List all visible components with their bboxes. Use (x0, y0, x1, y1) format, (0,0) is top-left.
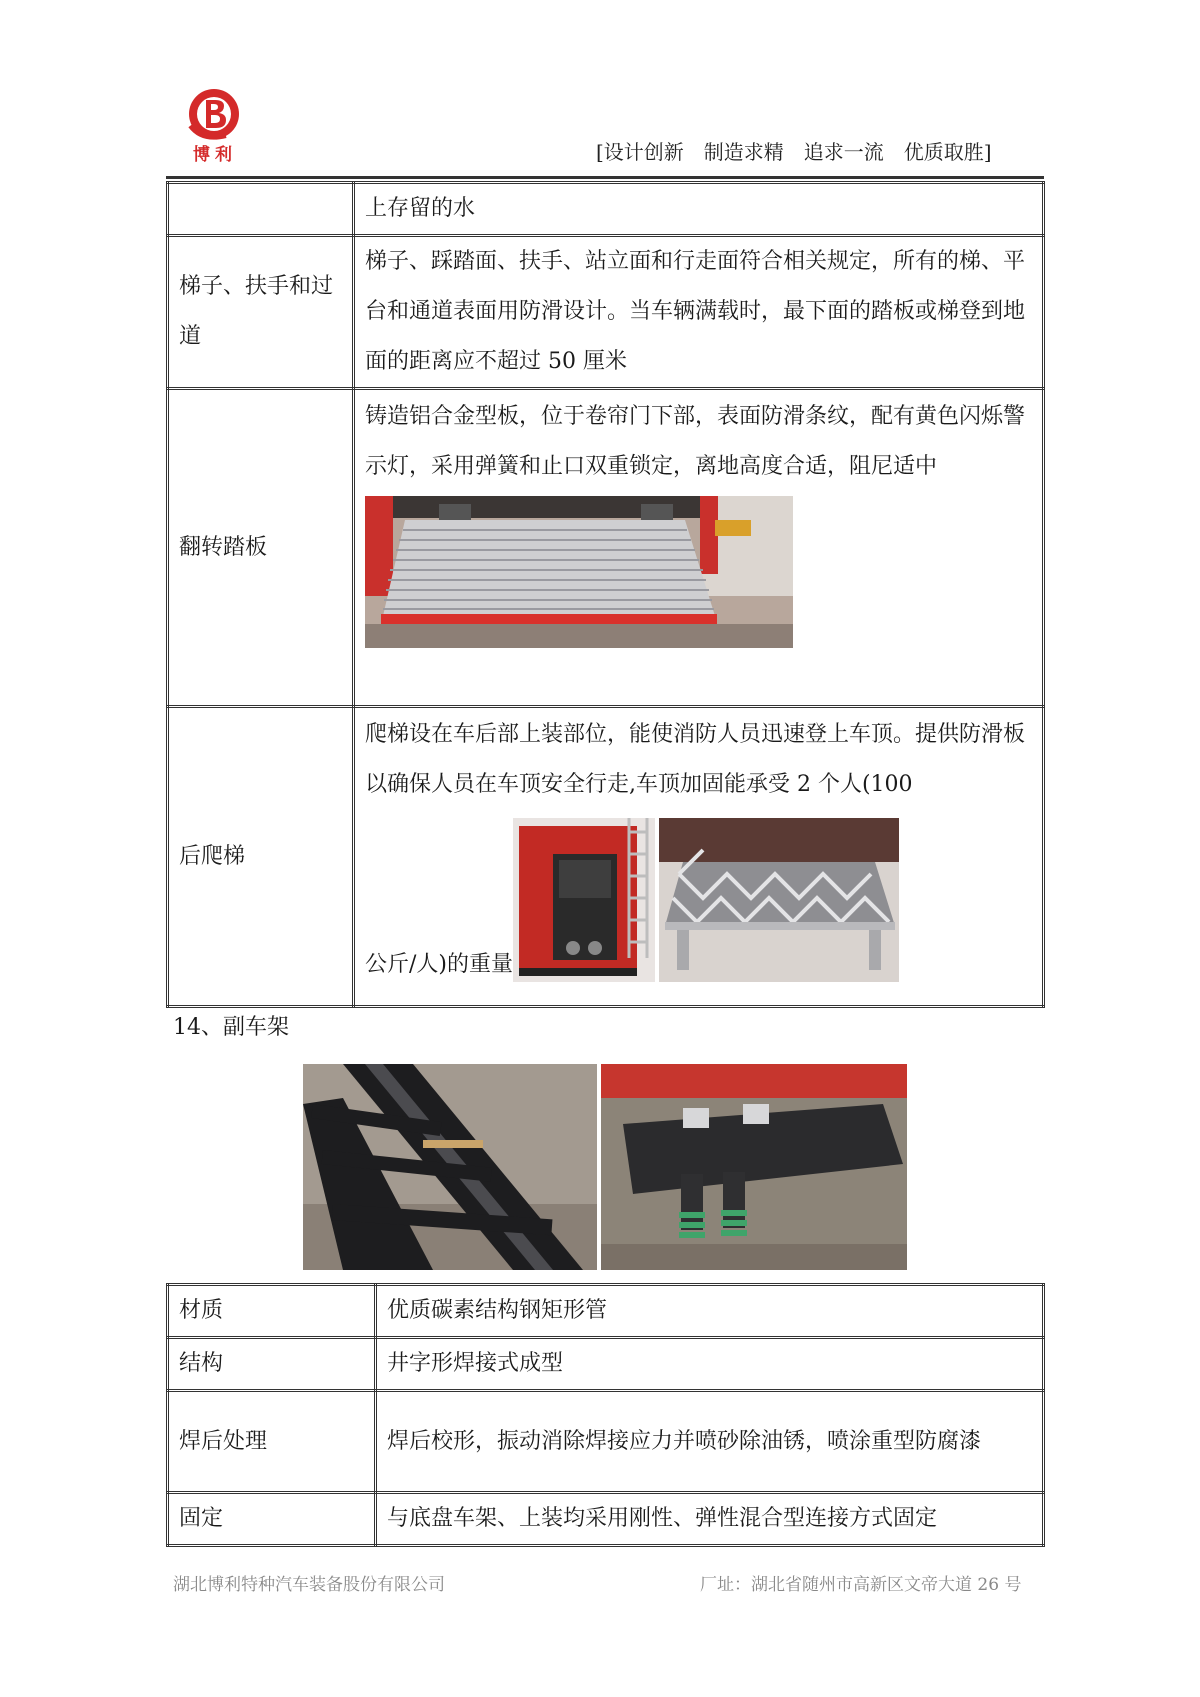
table-row (168, 707, 1044, 1007)
row-content: 爬梯设在车后部上装部位，能使消防人员迅速登上车顶。提供防滑板以确保人员在车顶安全行走,车顶加固能承受 2 个人(100 (365, 722, 1026, 797)
row-content: 井字形焊接式成型 (376, 1338, 1044, 1391)
table-row (168, 236, 1044, 389)
footer-address: 厂址：湖北省随州市高新区文帝大道 26 号 (700, 1575, 1022, 1595)
row-label: 固定 (168, 1493, 376, 1546)
footer-company: 湖北博利特种汽车装备股份有限公司 (173, 1575, 445, 1595)
table-row (168, 1391, 1044, 1493)
row-content: 上存留的水 (354, 183, 1044, 236)
table-row (168, 1493, 1044, 1546)
table-row (168, 1338, 1044, 1391)
row-label: 梯子、扶手和过道 (168, 236, 354, 389)
row-label: 结构 (168, 1338, 376, 1391)
row-label (168, 183, 354, 236)
row-content-cell (354, 707, 1044, 1007)
subframe-photos (303, 1064, 907, 1270)
subframe-photo-left (303, 1064, 597, 1270)
row-content: 焊后校形，振动消除焊接应力并喷砂除油锈，喷涂重型防腐漆 (376, 1391, 1044, 1493)
anti-slip-plate-photo (659, 818, 899, 982)
rear-ladder-photo (513, 818, 655, 982)
row-content-tail: 公斤/人)的重量 (365, 952, 513, 977)
logo-text: 博利 (193, 145, 237, 165)
row-content-cell (354, 389, 1044, 707)
row-label: 后爬梯 (168, 707, 354, 1007)
header-divider (166, 176, 1044, 179)
row-label: 焊后处理 (168, 1391, 376, 1493)
row-content: 铸造铝合金型板，位于卷帘门下部，表面防滑条纹，配有黄色闪烁警示灯，采用弹簧和止口双重锁定，离地高度合适，阻尼适中 (365, 404, 1026, 479)
header-slogan: [设计创新 制造求精 追求一流 优质取胜] (596, 140, 992, 164)
subframe-photo-right (601, 1064, 907, 1270)
boli-logo-icon (182, 86, 246, 146)
table-row (168, 389, 1044, 707)
row-content: 梯子、踩踏面、扶手、站立面和行走面符合相关规定，所有的梯、平台和通道表面用防滑设计。当车辆满载时，最下面的踏板或梯登到地面的距离应不超过 50 厘米 (354, 236, 1044, 389)
content-with-images (365, 810, 1032, 982)
section-heading: 14、副车架 (173, 1015, 289, 1040)
flip-step-photo (365, 496, 793, 648)
table-row (168, 1285, 1044, 1338)
row-content: 与底盘车架、上装均采用刚性、弹性混合型连接方式固定 (376, 1493, 1044, 1546)
equipment-spec-table (166, 181, 1045, 1008)
subframe-spec-table (166, 1283, 1045, 1547)
table-row (168, 183, 1044, 236)
row-content: 优质碳素结构钢矩形管 (376, 1285, 1044, 1338)
row-label: 材质 (168, 1285, 376, 1338)
row-label: 翻转踏板 (168, 389, 354, 707)
